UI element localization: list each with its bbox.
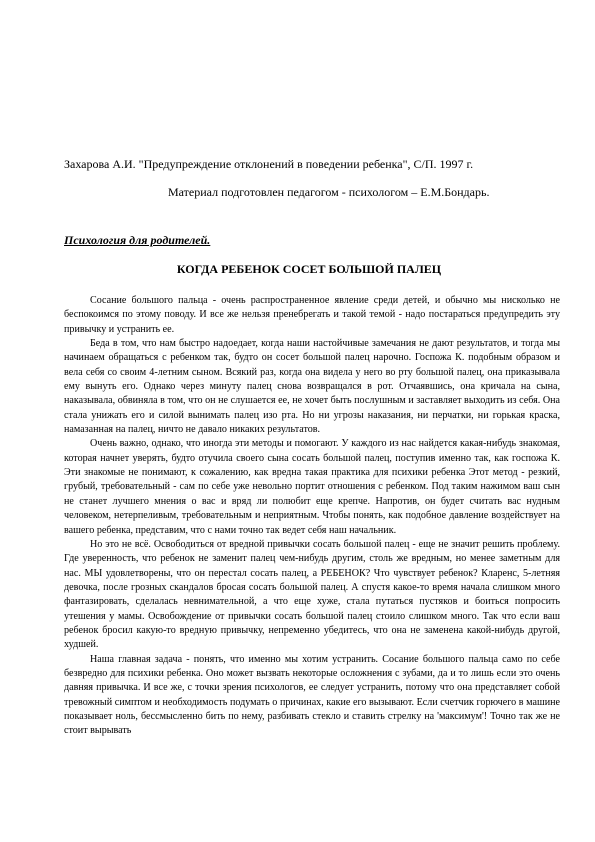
source-citation: Захарова А.И. "Предупреждение отклонений в поведении ребенка", С/П. 1997 г. [64, 157, 474, 171]
paragraph: Но это не всё. Освободиться от вредной привычки сосать большой палец - еще не значит решить проблему. Где уверенность, что ребенок не заменит палец чем-нибудь другим, столь же вредным, но менее заметным для нас. МЫ удовлетворены, что он перестал сосать палец, а РЕБЕНОК? Что чувствует ребенок? Кларенс, 5-летняя девочка, после грозных скандалов бросая сосать большой палец. А спустя какое-то время начала слишком много фантазировать, сделалась невнимательной, а что еще хуже, стала путаться пустяков и боиться попросить утешения у мамы. Освобождение от привычки сосать большой палец стоило слишком много. Так что если ваш ребенок бросил какую-то вредную привычку, непременно убедитесь, что она не заменена какой-нибудь другой, худшей. [64, 538, 560, 651]
paragraph: Сосание большого пальца - очень распространенное явление среди детей, и обычно мы нисколько не беспокоимся по этому поводу. И все же нельзя пренебрегать и такой темой - надо постараться предупредить эту привычку и устранить ее. [64, 295, 560, 335]
section-title: Психология для родителей. [64, 233, 211, 247]
article-title: КОГДА РЕБЕНОК СОСЕТ БОЛЬШОЙ ПАЛЕЦ [176, 262, 442, 276]
article-body [64, 294, 560, 739]
paragraph: Беда в том, что нам быстро надоедает, когда наши настойчивые замечания не дают результатов, и тогда мы начинаем обращаться с ребенком так, будто он сосет большой палец нарочно. Госпожа К. подобным образом и вела себя со своим 4-летним сыном. Всякий раз, когда она видела у него во рту большой палец, она приказывала ему вынуть его. Однако через минуту палец снова возвращался в рот. Отчаявшись, она кричала на сына, наказывала, обвиняла в том, что он не слушается ее, не хочет быть послушным и заставляет выходить из себя. Она стала унижать его и силой вынимать палец изо рта. Но ни угрозы наказания, ни перчатки, ни горькая краска, намазанная на палец, ничто не давало никаких результатов. [64, 338, 560, 436]
prepared-by-line: Материал подготовлен педагогом - психологом – Е.М.Бондарь. [168, 185, 490, 199]
paragraph: Очень важно, однако, что иногда эти методы и помогают. У каждого из нас найдется какая-нибудь знакомая, которая начнет уверять, будто отучила своего сына сосать большой палец, поступив именно так, как госпожа К. Эти знакомые не понимают, к сожалению, как вредна такая практика для психики ребенка Этот метод - резкий, грубый, требовательный - сам по себе уже невольно портит отношения с ребенком. Под таким нажимом ваш сын не станет лучшего мнения о вас и вряд ли полюбит еще крепче. Напротив, он будет считать вас нудным человеком, нетерпеливым, требовательным и неприятным. Чтобы понять, как подобное давление воздействует на вашего ребенка, представим, что с нами точно так ведет себя наш начальник. [64, 438, 560, 536]
paragraph: Наша главная задача - понять, что именно мы хотим устранить. Сосание большого пальца само по себе безвредно для психики ребенка. Оно может вызвать некоторые осложнения с зубами, да и то лишь если это очень давняя привычка. И все же, с точки зрения психологов, ее следует устранить, потому что она представляет собой тревожный симптом и необходимость подумать о причинах, какие его вызывают. Если счетчик горючего в машине показывает ноль, бессмысленно бить по нему, разбивать стекло и ставить стрелку на 'максимум'! Точно так же не стоит вырывать [64, 653, 560, 737]
